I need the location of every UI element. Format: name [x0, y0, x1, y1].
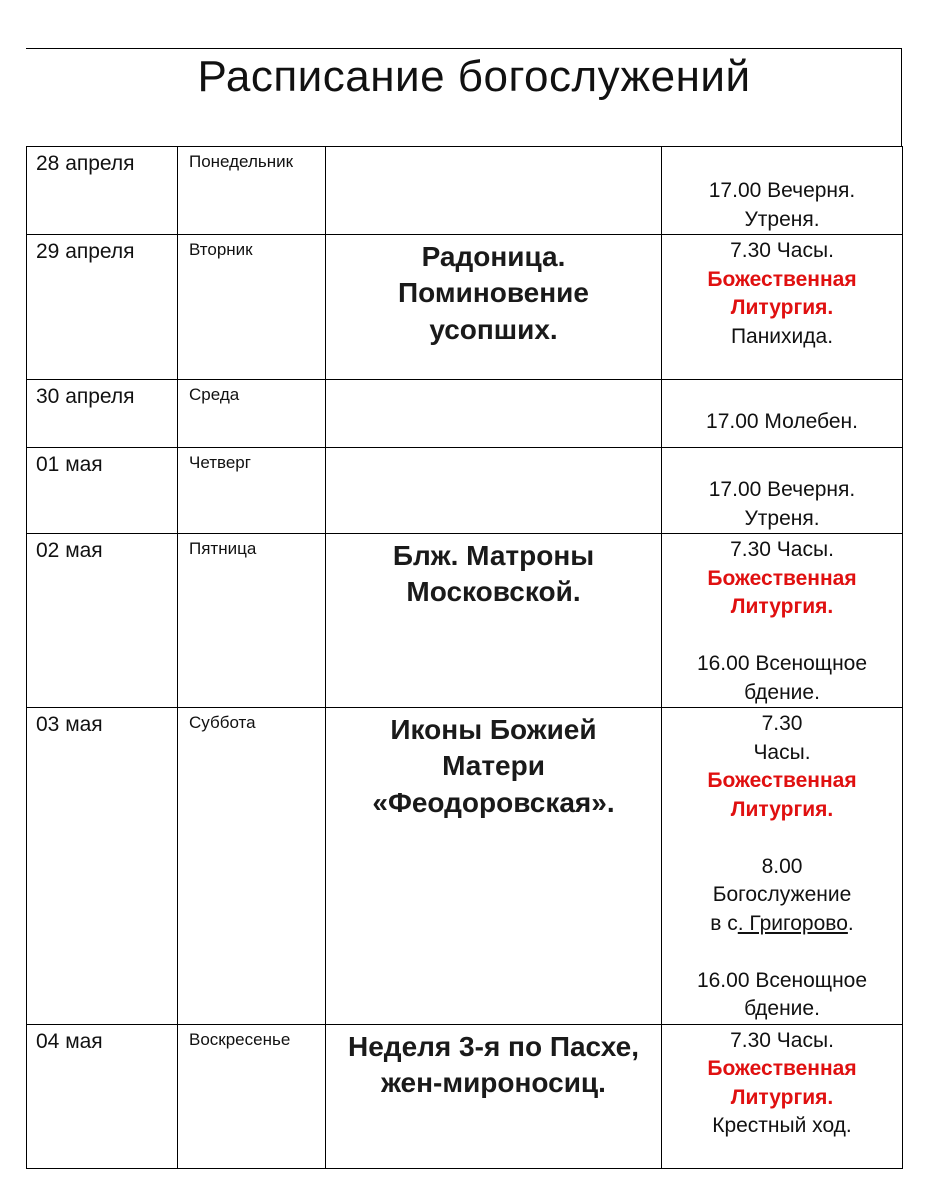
feast-cell — [326, 708, 662, 1025]
weekday-cell: Четверг — [178, 448, 326, 534]
table-row — [27, 147, 903, 235]
spacer — [662, 824, 902, 853]
feast-cell — [326, 235, 662, 380]
weekday-cell: Вторник — [178, 235, 326, 380]
services-cell — [662, 708, 903, 1025]
feast-text: Неделя 3-я по Пасхе, жен-мироносиц. — [348, 1030, 639, 1098]
service-line: Панихида. — [730, 324, 834, 348]
liturgy-line: Литургия. — [730, 797, 834, 821]
feast-text: Блж. Матроны Московской. — [392, 540, 595, 608]
date-cell: 04 мая — [27, 1024, 178, 1168]
services-cell — [662, 1024, 903, 1168]
schedule-table — [26, 146, 903, 1169]
service-line: Крестный ход. — [712, 1114, 852, 1137]
weekday-cell: Воскресенье — [178, 1024, 326, 1168]
service-line: 7.30 — [761, 712, 803, 735]
service-text: . — [847, 911, 854, 935]
liturgy-line: Божественная — [707, 1057, 857, 1080]
service-line: 16.00 Всенощное — [696, 968, 868, 992]
service-line — [662, 910, 902, 939]
service-line: Утреня. — [744, 506, 820, 530]
feast-cell — [326, 147, 662, 235]
table-row — [27, 380, 903, 448]
spacer — [662, 622, 902, 651]
village-name: . Григорово — [737, 911, 848, 935]
service-line: 7.30 Часы. — [730, 239, 834, 262]
feast-text: Иконы Божией Матери «Феодоровская». — [372, 714, 615, 818]
service-line: Богослужение — [712, 883, 852, 906]
feast-cell — [326, 534, 662, 708]
service-line: Утреня. — [744, 207, 820, 231]
service-line: 7.30 Часы. — [730, 1028, 834, 1052]
feast-cell — [326, 448, 662, 534]
table-row — [27, 708, 903, 1025]
date-cell: 02 мая — [27, 534, 178, 708]
weekday-text: Понедельник — [189, 152, 294, 171]
services-cell — [662, 534, 903, 708]
service-line: бдение. — [744, 680, 820, 704]
date-cell: 29 апреля — [27, 235, 178, 380]
liturgy-line: Божественная — [707, 769, 857, 792]
service-line: 17.00 Вечерня. — [708, 179, 856, 202]
weekday-cell: Суббота — [178, 708, 326, 1025]
liturgy-line: Литургия. — [730, 595, 834, 618]
liturgy-line: Божественная — [707, 267, 857, 291]
service-line: 16.00 Всенощное — [696, 652, 868, 675]
service-line: бдение. — [744, 997, 820, 1020]
services-cell — [662, 147, 903, 235]
table-row — [27, 534, 903, 708]
date-cell: 28 апреля — [27, 147, 178, 235]
feast-cell — [326, 380, 662, 448]
spacer — [662, 938, 902, 967]
service-line: Часы. — [753, 740, 811, 764]
table-row — [27, 448, 903, 534]
table-row — [27, 235, 903, 380]
liturgy-line: Литургия. — [730, 1085, 834, 1109]
weekday-cell: Пятница — [178, 534, 326, 708]
weekday-cell: Среда — [178, 380, 326, 448]
date-cell: 03 мая — [27, 708, 178, 1025]
service-line: 17.00 Молебен. — [706, 410, 858, 433]
service-line: 17.00 Вечерня. — [708, 478, 856, 501]
service-line: 8.00 — [761, 854, 803, 878]
feast-text: Радоница. Поминовение усопших. — [398, 241, 589, 345]
services-cell — [662, 448, 903, 534]
date-cell: 01 мая — [27, 448, 178, 534]
liturgy-line: Литургия. — [730, 296, 834, 319]
date-cell: 30 апреля — [27, 380, 178, 448]
services-cell — [662, 235, 903, 380]
feast-cell — [326, 1024, 662, 1168]
service-line: 7.30 Часы. — [730, 538, 834, 561]
service-text: в с — [710, 911, 738, 935]
page-title: Расписание богослужений — [197, 52, 751, 101]
table-row — [27, 1024, 903, 1168]
services-cell — [662, 380, 903, 448]
weekday-cell — [178, 147, 326, 235]
liturgy-line: Божественная — [707, 566, 857, 590]
